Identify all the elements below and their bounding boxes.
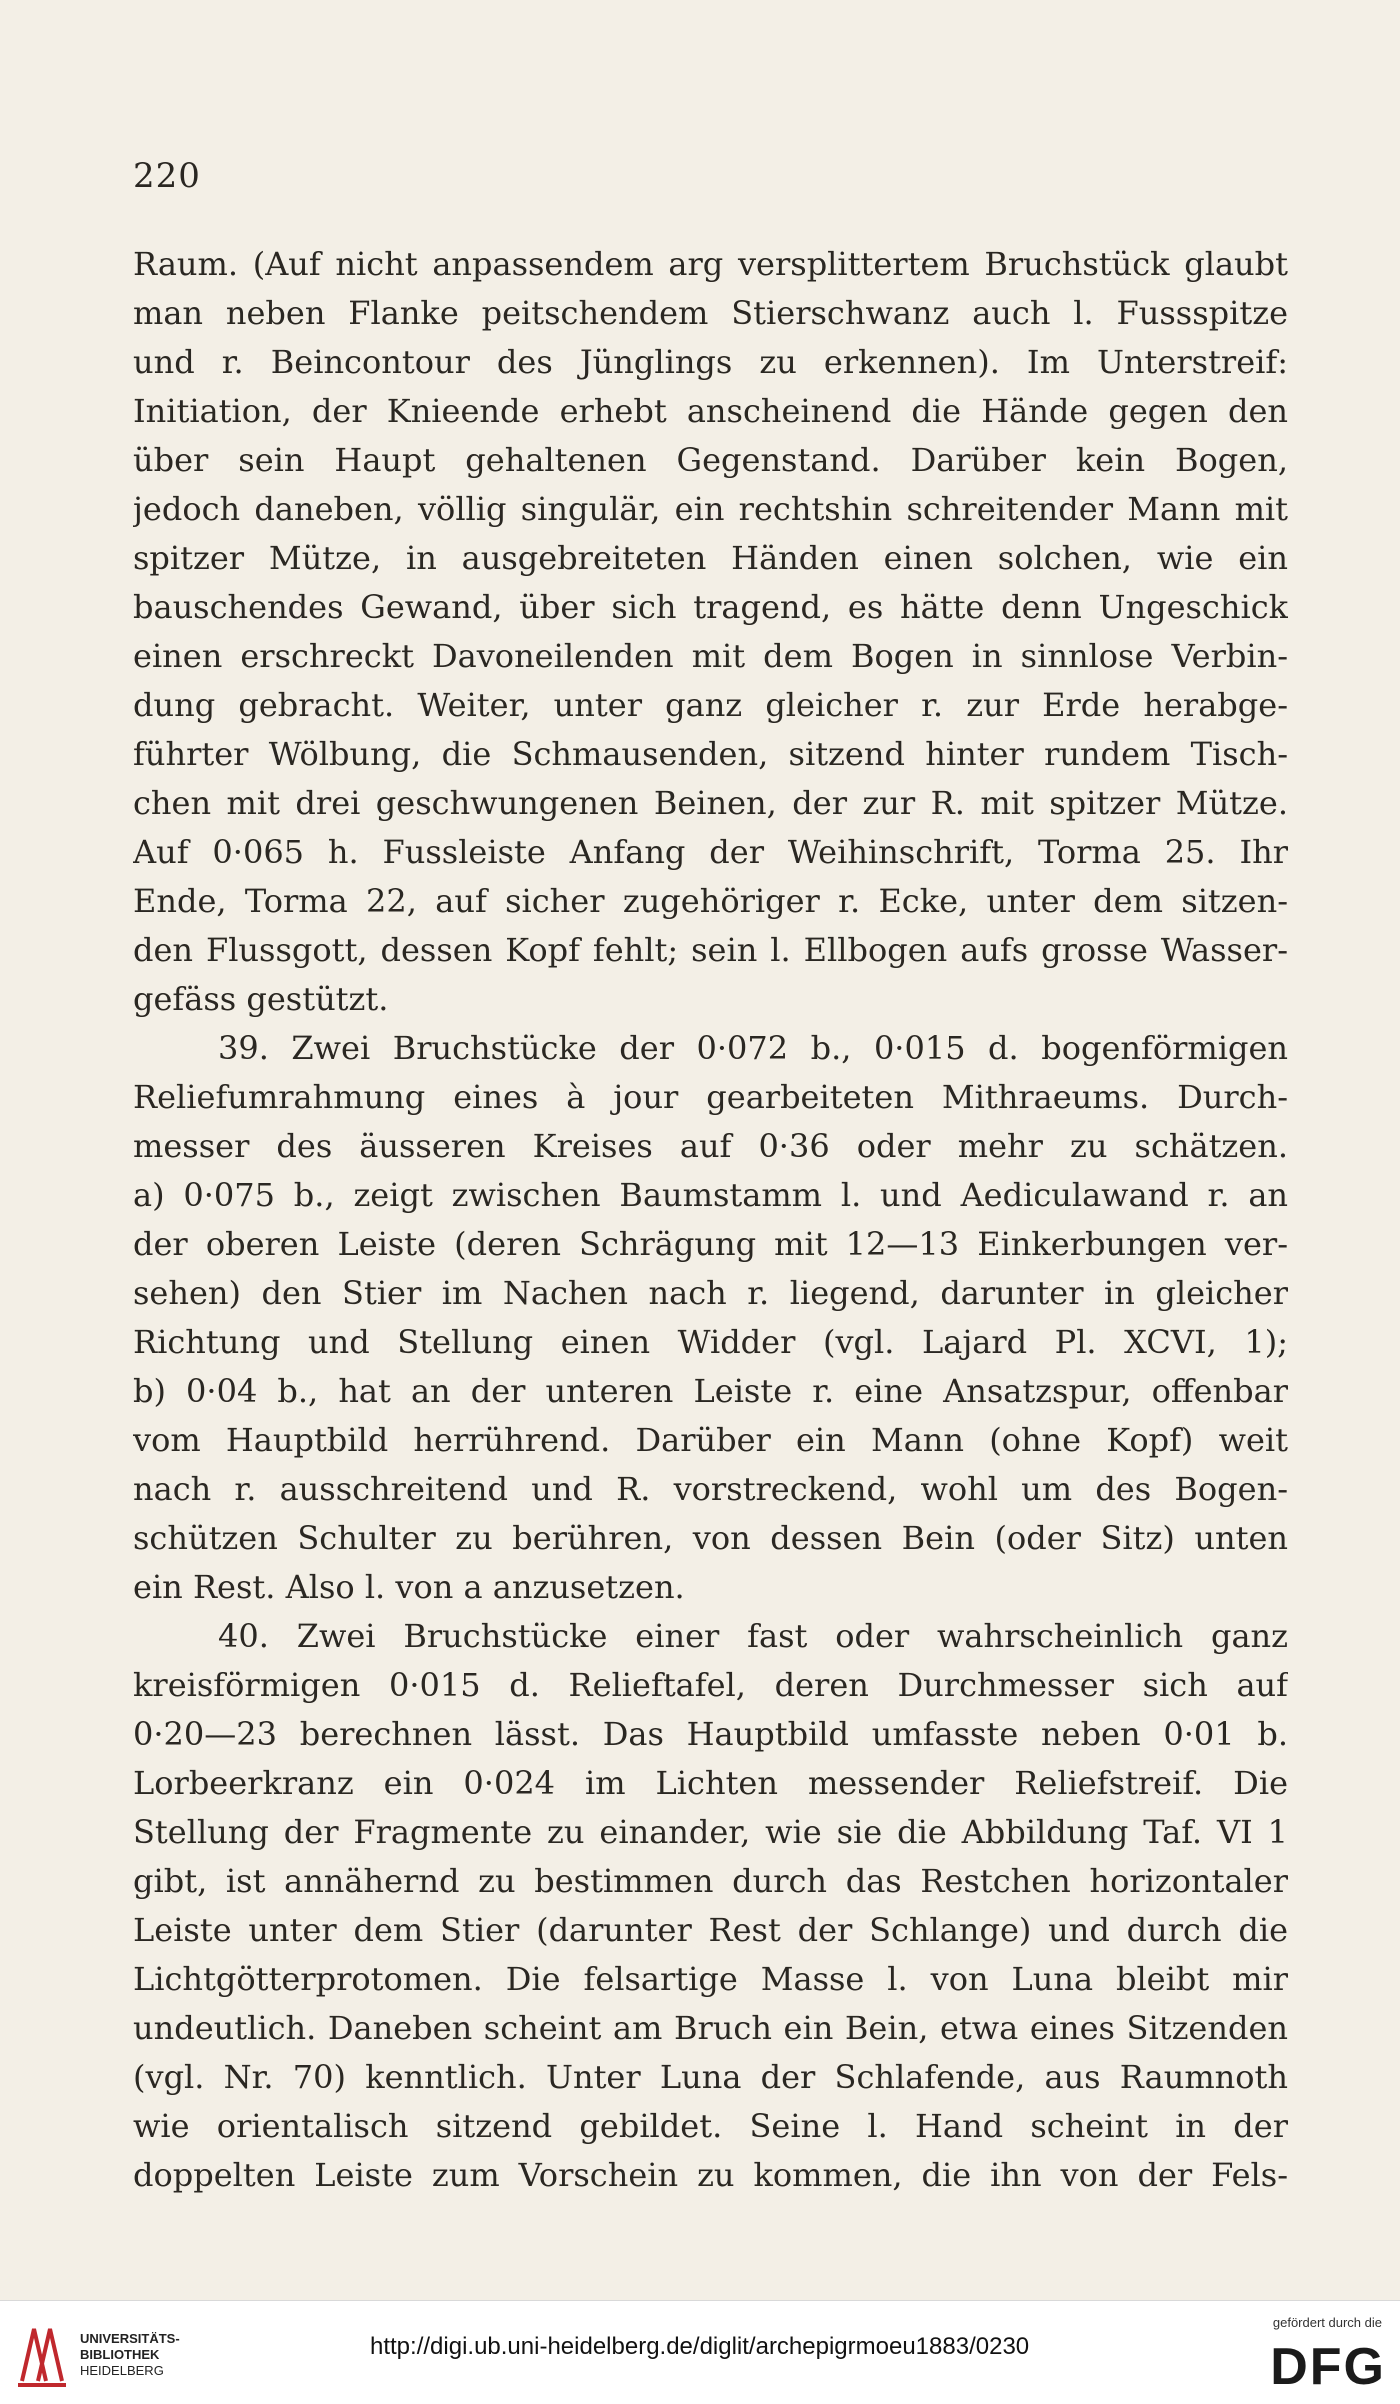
- paragraph-39-start: 39. Zwei Bruchstücke der 0·072 b., 0·015 d. bogenförmigen: [218, 1029, 1288, 1067]
- text-line: schützen Schulter zu berühren, von dessen Bein (oder Sitz) unten: [133, 1519, 1288, 1557]
- text-line: dung gebracht. Weiter, unter ganz gleicher r. zur Erde herabge-: [133, 686, 1288, 724]
- text-line: einen erschreckt Davoneilenden mit dem Bogen in sinnlose Verbin-: [133, 637, 1288, 675]
- text-line: gefäss gestützt.: [133, 980, 389, 1018]
- text-line: den Flussgott, dessen Kopf fehlt; sein l. Ellbogen aufs grosse Wasser-: [133, 931, 1288, 969]
- text-line: Richtung und Stellung einen Widder (vgl. Lajard Pl. XCVI, 1);: [133, 1323, 1288, 1361]
- text-line: gibt, ist annähernd zu bestimmen durch das Restchen horizontaler: [133, 1862, 1288, 1900]
- page-number: 220: [133, 156, 201, 196]
- text-line: 0·20—23 berechnen lässt. Das Hauptbild umfasste neben 0·01 b.: [133, 1715, 1288, 1753]
- text-line: Reliefumrahmung eines à jour gearbeiteten Mithraeums. Durch-: [133, 1078, 1288, 1116]
- text-line: sehen) den Stier im Nachen nach r. liegend, darunter in gleicher: [133, 1274, 1288, 1312]
- text-line: der oberen Leiste (deren Schrägung mit 12—13 Einkerbungen ver-: [133, 1225, 1288, 1263]
- institution-line: BIBLIOTHEK: [80, 2347, 160, 2362]
- text-line: nach r. ausschreitend und R. vorstreckend, wohl um des Bogen-: [133, 1470, 1288, 1508]
- text-line: doppelten Leiste zum Vorschein zu kommen, die ihn von der Fels-: [133, 2156, 1288, 2194]
- institution-line: UNIVERSITÄTS-: [80, 2331, 180, 2346]
- dfg-logo: DFG: [1270, 2338, 1386, 2396]
- institution-line: HEIDELBERG: [80, 2363, 164, 2378]
- text-line: b) 0·04 b., hat an der unteren Leiste r. eine Ansatzspur, offenbar: [133, 1372, 1288, 1410]
- text-line: (vgl. Nr. 70) kenntlich. Unter Luna der Schlafende, aus Raumnoth: [133, 2058, 1288, 2096]
- text-line: man neben Flanke peitschendem Stierschwanz auch l. Fussspitze: [133, 294, 1288, 332]
- text-line: Raum. (Auf nicht anpassendem arg versplittertem Bruchstück glaubt: [133, 245, 1288, 283]
- text-line: Lichtgötterprotomen. Die felsartige Masse l. von Luna bleibt mir: [133, 1960, 1288, 1998]
- text-line: a) 0·075 b., zeigt zwischen Baumstamm l. und Aediculawand r. an: [133, 1176, 1288, 1214]
- text-line: Lorbeerkranz ein 0·024 im Lichten messender Reliefstreif. Die: [133, 1764, 1288, 1802]
- text-line: messer des äusseren Kreises auf 0·36 oder mehr zu schätzen.: [133, 1127, 1288, 1165]
- text-line: wie orientalisch sitzend gebildet. Seine l. Hand scheint in der: [133, 2107, 1288, 2145]
- text-line: und r. Beincontour des Jünglings zu erkennen). Im Unterstreif:: [133, 343, 1288, 381]
- university-library-logo-icon: [12, 2321, 72, 2389]
- text-line: führter Wölbung, die Schmausenden, sitzend hinter rundem Tisch-: [133, 735, 1288, 773]
- text-line: vom Hauptbild herrührend. Darüber ein Mann (ohne Kopf) weit: [133, 1421, 1288, 1459]
- text-line: chen mit drei geschwungenen Beinen, der zur R. mit spitzer Mütze.: [133, 784, 1288, 822]
- body-text: [133, 240, 1288, 2200]
- paragraph-40-start: 40. Zwei Bruchstücke einer fast oder wahrscheinlich ganz: [218, 1617, 1288, 1655]
- text-line: Stellung der Fragmente zu einander, wie sie die Abbildung Taf. VI 1: [133, 1813, 1288, 1851]
- university-library-name: [80, 2331, 180, 2379]
- digitization-footer: [0, 2300, 1400, 2404]
- text-line: Auf 0·065 h. Fussleiste Anfang der Weihinschrift, Torma 25. Ihr: [133, 833, 1288, 871]
- text-line: Leiste unter dem Stier (darunter Rest der Schlange) und durch die: [133, 1911, 1288, 1949]
- text-line: undeutlich. Daneben scheint am Bruch ein Bein, etwa eines Sitzenden: [133, 2009, 1288, 2047]
- source-url-link[interactable]: http://digi.ub.uni-heidelberg.de/diglit/archepigrmoeu1883/0230: [370, 2333, 1030, 2360]
- text-line: Ende, Torma 22, auf sicher zugehöriger r. Ecke, unter dem sitzen-: [133, 882, 1288, 920]
- text-line: Initiation, der Knieende erhebt anscheinend die Hände gegen den: [133, 392, 1288, 430]
- text-line: jedoch daneben, völlig singulär, ein rechtshin schreitender Mann mit: [133, 490, 1288, 528]
- text-line: bauschendes Gewand, über sich tragend, es hätte denn Ungeschick: [133, 588, 1288, 626]
- text-line: ein Rest. Also l. von a anzusetzen.: [133, 1568, 685, 1606]
- text-line: über sein Haupt gehaltenen Gegenstand. Darüber kein Bogen,: [133, 441, 1288, 479]
- text-line: spitzer Mütze, in ausgebreiteten Händen einen solchen, wie ein: [133, 539, 1288, 577]
- funding-note: gefördert durch die: [1272, 2315, 1382, 2330]
- text-line: kreisförmigen 0·015 d. Relieftafel, deren Durchmesser sich auf: [133, 1666, 1288, 1704]
